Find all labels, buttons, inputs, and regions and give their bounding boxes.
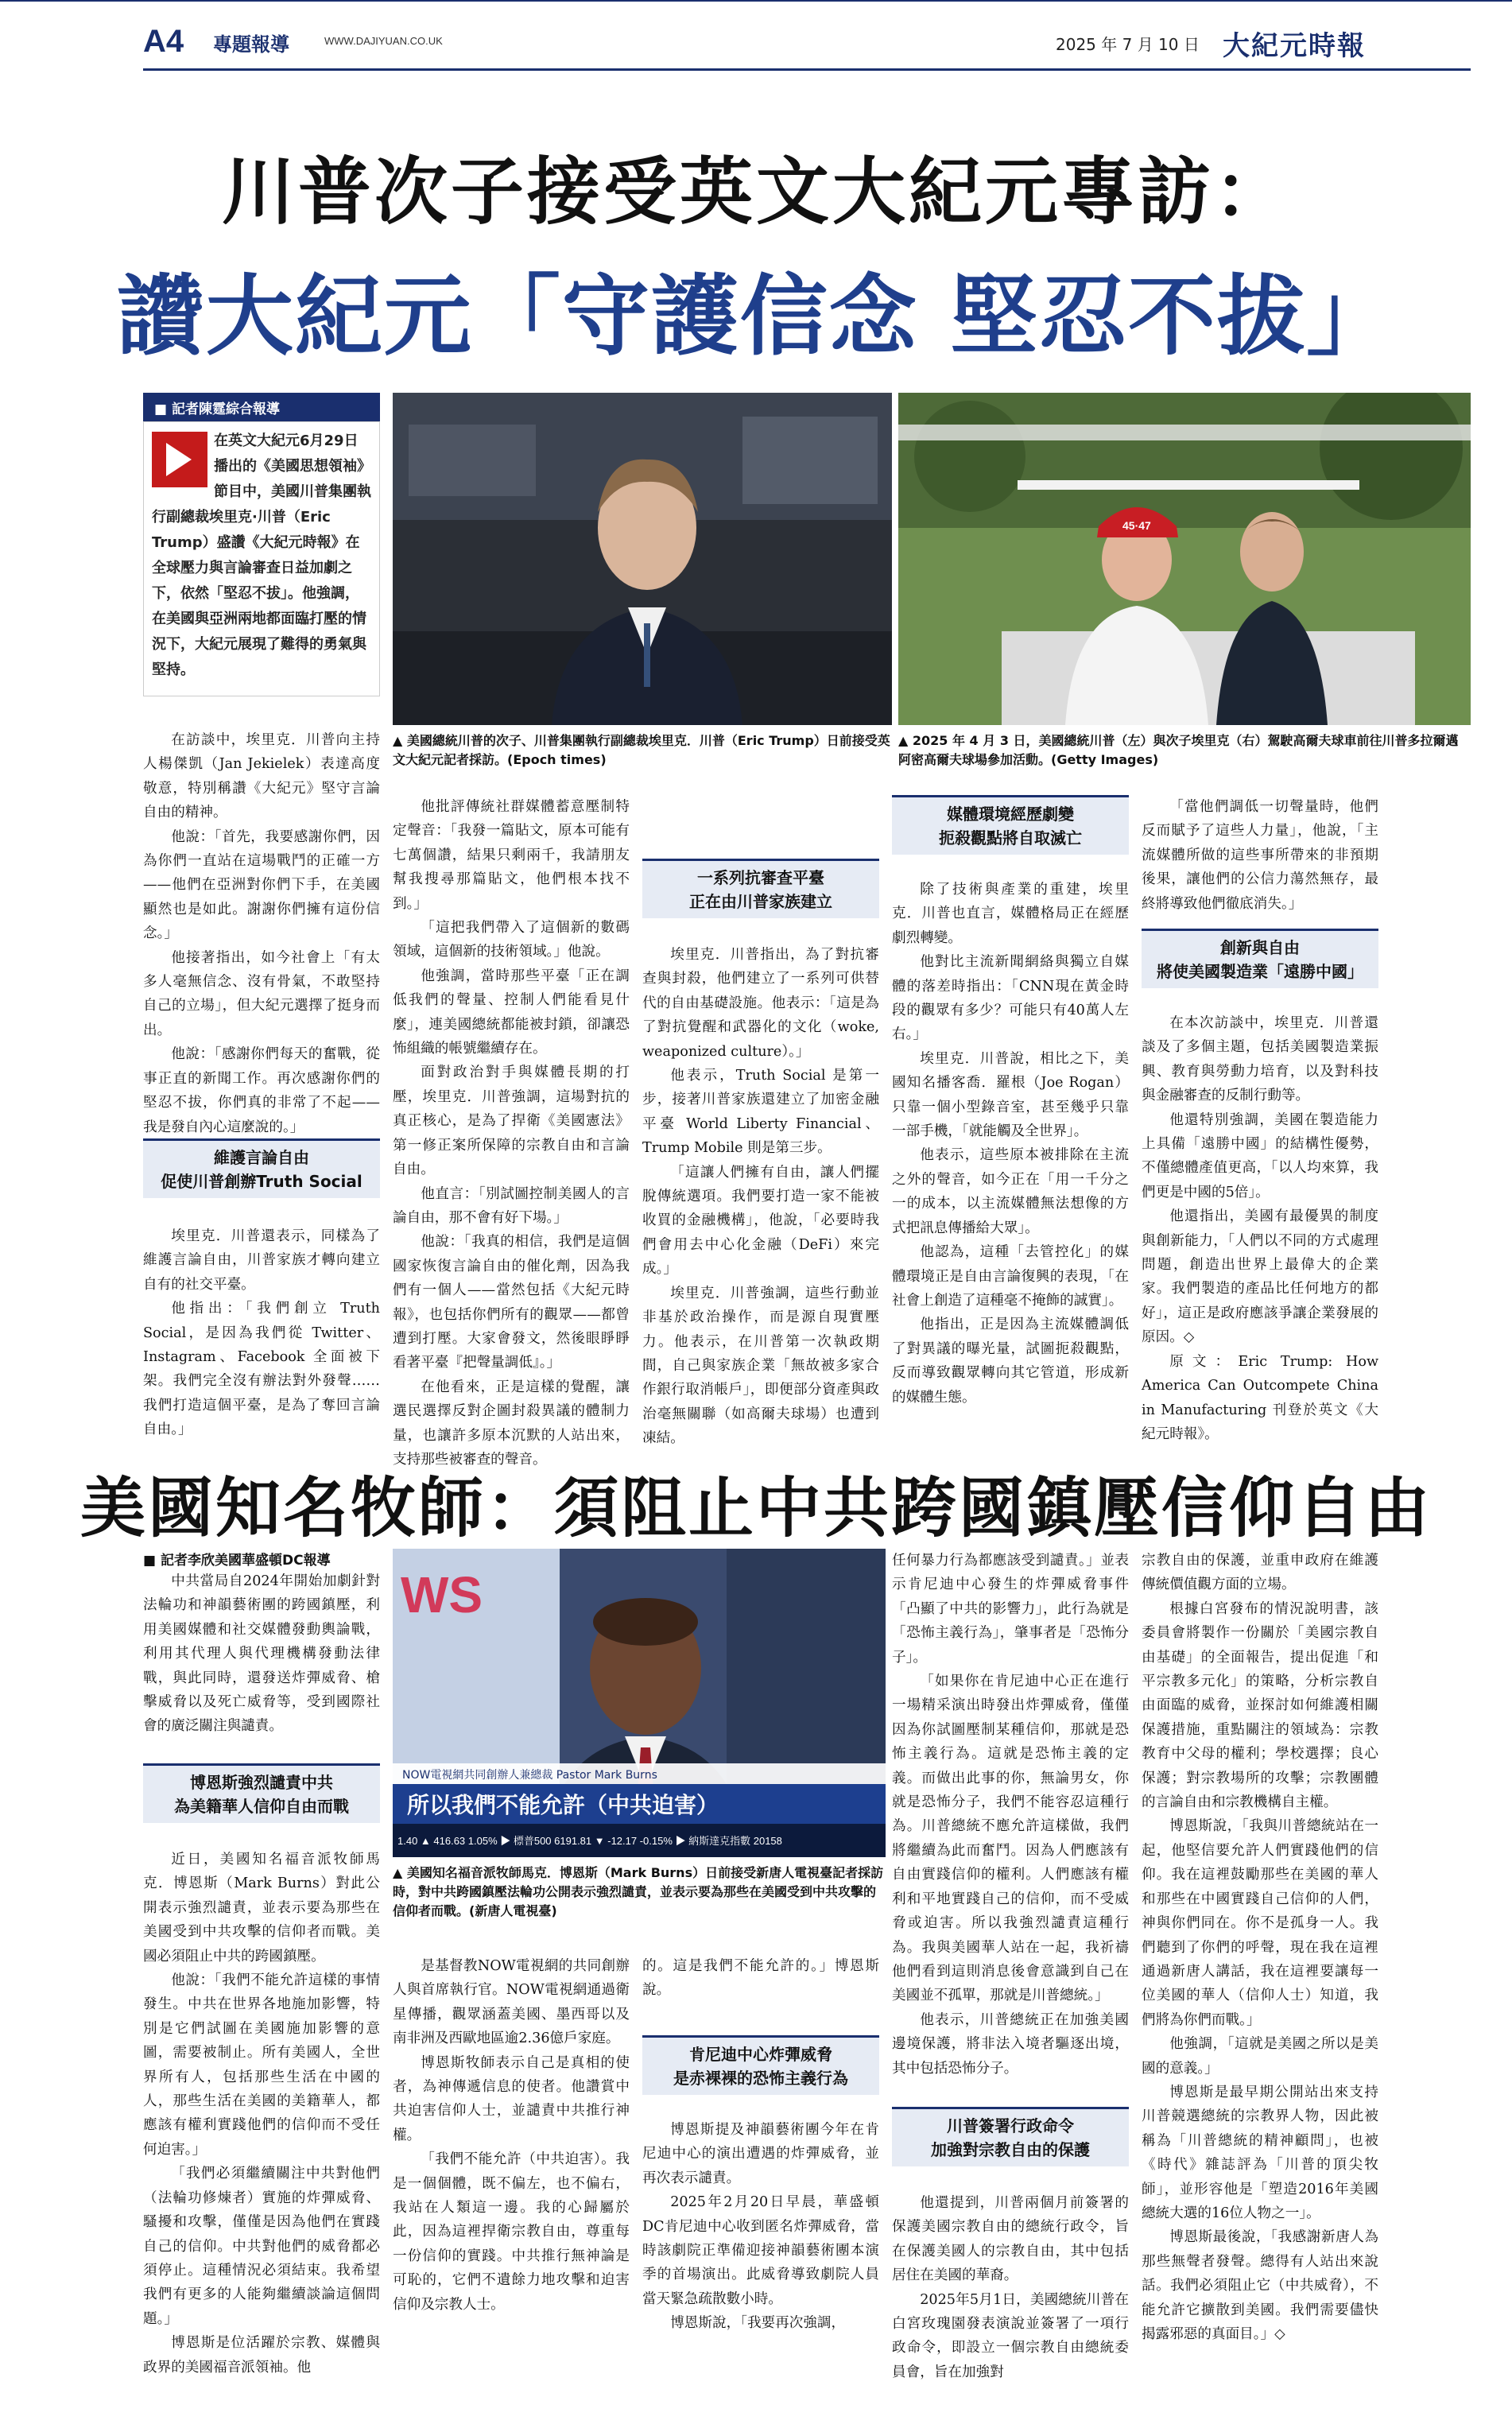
story2-column-3 [642, 1954, 879, 2003]
paragraph: 除了技術與產業的重建，埃里克．川普也直言，媒體格局正在經歷劇烈轉變。 [892, 882, 1129, 946]
paragraph: 他指出：「我們創立 Truth Social，是因為我們從 Twitter、Instagram、Facebook 全面被下架。我們完全沒有辦法對外發聲……我們打造這個平臺，是為了奪回言論自由。」 [143, 1301, 380, 1438]
paragraph: 他表示，Truth Social 是第一步，接著川普家族還建立了加密金融平臺 World Liberty Financial、Trump Mobile 則是第三步。 [642, 1068, 879, 1157]
subhead-line: 將使美國製造業「遠勝中國」 [1157, 962, 1363, 981]
story2-column-4b [892, 2191, 1129, 2384]
story2-column-2 [393, 1954, 630, 2317]
paragraph: 他還指出，美國有最優異的制度與創新能力，「人們以不同的方式處理問題，創造出世界上最偉大的企業家。我們製造的產品比任何地方的都好」，這正是政府應該爭讓企業發展的原因。◇ [1142, 1208, 1378, 1346]
story2-column-5 [1142, 1549, 1378, 2346]
paragraph: 根據白宮發布的情況說明書，該委員會將製作一份關於「美國宗教自由基礎」的全面報告，提出促進「和平宗教多元化」的策略，分析宗教自由面臨的威脅，並探討如何維護相關保護措施，重點關注的領域為：宗教教育中父母的權利；學校選擇；良心保護；對宗教場所的攻擊；宗教團體的言論自由和宗教機構自主權。 [1142, 1600, 1378, 1811]
paragraph: 他表示，川普總統正在加強美國邊境保護，將非法入境者驅逐出境，其中包括恐怖分子。 [892, 2011, 1129, 2077]
paragraph: 博恩斯說，「我與川普總統站在一起，他堅信要允許人們實踐他們的信仰。我在這裡鼓勵那些在美國的華人和那些在中國實踐自己信仰的人們，神與你們同在。你不是孤身一人。我們聽到了你們的呼聲，現在我在這裡通過新唐人講話，我在這裡要讓每一位美國的華人（信仰人士）知道，我們將為你們而戰。」 [1142, 1818, 1378, 2028]
page-date: 2025 年 7 月 10 日 [1056, 35, 1200, 54]
story1-column-4 [892, 878, 1129, 1410]
story2-column-4 [892, 1549, 1129, 2081]
lead-box [143, 421, 380, 696]
story1-column-1 [143, 728, 380, 1139]
paragraph: 他表示，這些原本被排除在主流之外的聲音，如今正在「用一千分之一的成本，以主流媒體無法想像的方式把訊息傳播給大眾」。 [892, 1147, 1129, 1236]
story1-column-5 [1142, 1011, 1378, 1446]
paragraph: 的。這是我們不能允許的。」博恩斯說。 [642, 1958, 879, 1999]
paragraph: 埃里克．川普強調，這些行動並非基於政治操作，而是源自現實壓力。他表示，在川普第一次執政期間，自己與家族企業「無故被多家合作銀行取消帳戶」，即便部分資產與政治毫無關聯（如高爾夫球場）也遭到凍結。 [642, 1285, 879, 1447]
story2-column-1b [143, 1848, 380, 2380]
paragraph: 2025年5月1日，美國總統川普在白宮玫瑰園發表演說並簽署了一項行政命令，即設立一個宗教自由總統委員會，旨在加強對 [892, 2291, 1129, 2380]
paragraph: 「我們必須繼續關注中共對他們（法輪功修煉者）實施的炸彈威脅、騷擾和攻擊，僅僅是因為他們在實踐自己的信仰。中共對他們的威脅都必須停止。這種情況必須結束。我希望我們有更多的人能夠繼續談論這個問題。」 [143, 2166, 380, 2327]
paragraph: 埃里克．川普說，相比之下，美國知名播客喬．羅根（Joe Rogan）只靠一個小型錄音室，甚至幾乎只靠一部手機，「就能觸及全世界」。 [892, 1050, 1129, 1140]
paragraph: 近日，美國知名福音派牧師馬克．博恩斯（Mark Burns）對此公開表示強烈譴責，並表示要為那些在美國受到中共攻擊的信仰者而戰。美國必須阻止中共的跨國鎮壓。 [143, 1852, 380, 1965]
headline-story1-line2: 讚大紀元「守護信念 堅忍不拔」 [116, 265, 1396, 367]
paragraph: 他認為，這種「去管控化」的媒體環境正是自由言論復興的表現，「在社會上創造了這種毫不掩飾的誠實」。 [892, 1244, 1129, 1309]
headline-story1-line1: 川普次子接受英文大紀元專訪： [221, 149, 1290, 235]
subhead-executive-order [892, 2107, 1129, 2166]
paragraph: 他對比主流新聞網絡與獨立自媒體的落差時指出：「CNN現在黃金時段的觀眾有多少？可能只有40萬人左右。」 [892, 954, 1129, 1043]
paragraph: 2025年2月20日早晨，華盛頓DC肯尼迪中心收到匿名炸彈威脅，當時該劇院正準備迎接神韻藝術團本演季的首場演出。此威脅導致劇院人員當天緊急疏散數小時。 [642, 2194, 879, 2307]
subhead-line: 促使川普創辦Truth Social [161, 1172, 362, 1191]
paragraph: 他接著指出，如今社會上「有太多人毫無信念、沒有骨氣，不敢堅持自己的立場」，但大紀元選擇了挺身而出。 [143, 949, 380, 1038]
paragraph: 在他看來，正是這樣的覺醒，讓選民選擇反對企圖封殺異議的體制力量，也讓許多原本沉默的人站出來，支持那些被審查的聲音。 [393, 1379, 630, 1468]
lower-third-name: NOW電視網共同創辦人兼總裁 Pastor Mark Burns [402, 1769, 657, 1782]
subhead-line: 為美籍華人信仰自由而戰 [174, 1797, 349, 1816]
subhead-anti-censorship [642, 859, 879, 918]
lower-third-quote: 所以我們不能允許（中共迫害） [407, 1792, 719, 1818]
paragraph: 他說：「我真的相信，我們是這個國家恢復言論自由的催化劑，因為我們有一個人——當然包括《大紀元時報》，也包括你們所有的觀眾——都曾遭到打壓。大家會發文，然後眼睜睜看著平臺『把聲量調低』。」 [393, 1234, 630, 1371]
paragraph: 博恩斯說，「我要再次強調， [670, 2315, 846, 2332]
paragraph: 任何暴力行為都應該受到譴責。」並表示肯尼迪中心發生的炸彈威脅事件「凸顯了中共的影響力」，此行為就是「恐怖主義行為」，肇事者是「恐怖分子」。 [892, 1553, 1129, 1666]
story1-column-3 [642, 943, 879, 1451]
video-bg-text: WS [401, 1566, 483, 1623]
paragraph: 埃里克．川普還表示，同樣為了維護言論自由，川普家族才轉向建立自有的社交平臺。 [143, 1228, 380, 1293]
story2-column-3b [642, 2118, 879, 2336]
ticker-text: 1.40 ▲ 416.63 1.05% ▶ 標普500 6191.81 ▼ -12.17 -0.15% ▶ 納斯達克指數 20158 [397, 1835, 782, 1847]
paragraph: 他說：「我們不能允許這樣的事情發生。中共在世界各地施加影響，特別是它們試圖在美國施加影響的意圖，需要被制止。所有美國人，全世界所有人，包括那些生活在中國的人，那些生活在美國的美籍華人，都應該有權利實踐他們的信仰而不受任何迫害。」 [143, 1972, 380, 2158]
story1-column-5a [1142, 795, 1378, 916]
paragraph: 面對政治對手與媒體長期的打壓，埃里克．川普強調，這場對抗的真正核心，是為了捍衛《美國憲法》第一修正案所保障的宗教自由和言論自由。 [393, 1065, 630, 1178]
paragraph: 他說：「感謝你們每天的奮戰，從事正直的新聞工作。再次感謝你們的堅忍不拔，你們真的非常了不起——我是發自內心這麼說的。」 [143, 1046, 380, 1135]
page-number: A4 [143, 24, 184, 59]
subhead-kennedy-center [642, 2035, 879, 2095]
paragraph: 他直言：「別試圖控制美國人的言論自由，那不會有好下場。」 [393, 1185, 630, 1226]
photo-eric-trump [393, 393, 892, 725]
paragraph: 他批評傳統社群媒體蓄意壓制特定聲音：「我發一篇貼文，原本可能有七萬個讚，結果只剩兩千，我請朋友幫我搜尋那篇貼文，他們根本找不到。」 [393, 799, 630, 912]
site-url[interactable]: WWW.DAJIYUAN.CO.UK [324, 35, 443, 47]
paragraph: 博恩斯是最早期公開站出來支持川普競選總統的宗教界人物，因此被稱為「川普總統的精神顧問」，也被《時代》雜誌評為「川普的頂尖牧師」，並形容他是「塑造2016年美國總統大選的16位人物之一」。 [1142, 2084, 1378, 2221]
paragraph: 「當他們調低一切聲量時，他們反而賦予了這些人力量」，他說，「主流媒體所做的這些事所帶來的非預期後果，讓他們的公信力蕩然無存，最終將導致他們徹底消失。」 [1142, 799, 1378, 912]
paragraph: 「這把我們帶入了這個新的數碼領域，這個新的技術領域。」他說。 [393, 920, 630, 960]
subhead-line: 媒體環境經歷劇變 [947, 805, 1074, 824]
masthead-logo: 大紀元時報 [1223, 30, 1366, 62]
paragraph: 宗教自由的保護，並重申政府在維護傳統價值觀方面的立場。 [1142, 1553, 1378, 1593]
story2-column-1 [143, 1569, 380, 1739]
header-rule [143, 68, 1471, 71]
paragraph: 他強調，「這就是美國之所以是美國的意義。」 [1142, 2036, 1378, 2077]
caption-photo3: ▲ 美國知名福音派牧師馬克．博恩斯（Mark Burns）日前接受新唐人電視臺記者採訪時，對中共跨國鎮壓法輪功公開表示強烈譴責，並表示要為那些在美國受到中共攻擊的信仰者而戰。(新唐人電視臺) [393, 1865, 884, 1918]
subhead-line: 是赤裸裸的恐怖主義行為 [673, 2069, 848, 2088]
red-arrow-icon [152, 432, 207, 487]
paragraph: 埃里克．川普指出，為了對抗審查與封殺，他們建立了一系列可供替代的自由基礎設施。他表示：「這是為了對抗覺醒和武器化的文化（woke, weaponized culture）。」 [642, 947, 879, 1060]
paragraph: 博恩斯牧師表示自己是真相的使者，為神傳遞信息的使者。他讚賞中共迫害信仰人士，並譴責中共推行神權。 [393, 2054, 630, 2143]
caption-photo1: ▲ 美國總統川普的次子、川普集團執行副總裁埃里克．川普（Eric Trump）日前接受英文大紀元記者採訪。(Epoch times) [393, 733, 890, 767]
paragraph: 在本次訪談中，埃里克．川普還談及了多個主題，包括美國製造業振興、教育與勞動力培育，以及對科技與金融審查的反制行動等。 [1142, 1015, 1378, 1104]
paragraph: 他說：「首先，我要感謝你們，因為你們一直站在這場戰鬥的正確一方——他們在亞洲對你們下手，在美國顯然也是如此。謝謝你們擁有這份信念。」 [143, 828, 380, 942]
paragraph: 原文：Eric Trump: How America Can Outcompete China in Manufacturing 刊登於英文《大紀元時報》。 [1142, 1353, 1378, 1442]
paragraph: 在訪談中，埃里克．川普向主持人楊傑凱（Jan Jekielek）表達高度敬意，特別稱讚《大紀元》堅守言論自由的精神。 [143, 732, 380, 821]
subhead-line: 肯尼迪中心炸彈威脅 [689, 2045, 832, 2064]
section-name: 專題報導 [213, 33, 289, 56]
story1-column-2 [393, 795, 630, 1472]
paragraph: 中共當局自2024年開始加劇針對法輪功和神韻藝術團的跨國鎮壓，利用美國媒體和社交媒體發動輿論戰，利用其代理人與代理機構發動法律戰，與此同時，還發送炸彈威脅、槍擊威脅以及死亡威脅等，受到國際社會的廣泛關注與譴責。 [143, 1573, 380, 1735]
paragraph: 「這讓人們擁有自由，讓人們擺脫傳統選項。我們要打造一家不能被收買的金融機構」，他說，「必要時我們會用去中心化金融（DeFi）來完成。」 [642, 1164, 879, 1278]
subhead-line: 一系列抗審查平臺 [697, 868, 824, 887]
subhead-line: 加強對宗教自由的保護 [931, 2140, 1090, 2159]
subhead-innovation [1142, 929, 1378, 988]
paragraph: 博恩斯提及神韻藝術團今年在肯尼迪中心的演出遭遇的炸彈威脅，並再次表示譴責。 [642, 2122, 879, 2186]
byline-story2: ■ 記者李欣美國華盛頓DC報導 [143, 1553, 331, 1569]
story-divider [0, 0, 1512, 2]
subhead-line: 博恩斯強烈譴責中共 [190, 1773, 333, 1792]
caption-photo2: ▲ 2025 年 4 月 3 日，美國總統川普（左）與次子埃里克（右）駕駛高爾夫球車前往川普多拉爾邁阿密高爾夫球場參加活動。(Getty Images) [898, 733, 1459, 767]
paragraph: 博恩斯是位活躍於宗教、媒體與政界的美國福音派領袖。他 [143, 2335, 380, 2376]
paragraph: 「如果你在肯尼迪中心正在進行一場精采演出時發出炸彈威脅，僅僅因為你試圖壓制某種信仰，那就是恐怖主義行為。這就是恐怖主義的定義。而做出此事的你，無論男女，你就是恐怖分子，我們不能容忍這種行為。川普總統不應允許這樣做，我們將繼續為此而奮鬥。因為人們應該有自由實踐信仰的權利。人們應該有權利和平地實踐自己的信仰，而不受威脅或迫害。所以我強烈譴責這種行為。我與美國華人站在一起，我祈禱他們看到這則消息後會意識到自己在美國並不孤單，那就是川普總統。」 [892, 1674, 1129, 2004]
paragraph: 是基督教NOW電視網的共同創辦人與首席執行官。NOW電視網通過衛星傳播，觀眾涵蓋美國、墨西哥以及南非洲及西歐地區逾2.36億戶家庭。 [393, 1958, 630, 2047]
subhead-line: 正在由川普家族建立 [689, 892, 832, 911]
subhead-line: 創新與自由 [1220, 938, 1300, 957]
story1-column-1b [143, 1224, 380, 1442]
lead-text: 在英文大紀元6月29日播出的《美國思想領袖》節目中，美國川普集團執行副總裁埃里克·川普（Eric Trump）盛讚《大紀元時報》在全球壓力與言論審查日益加劇之下，依然「堅忍不拔」。他強調，在美國與亞洲兩地都面臨打壓的情況下，大紀元展現了難得的勇氣與堅持。 [152, 432, 371, 678]
subhead-line: 川普簽署行政命令 [947, 2116, 1074, 2135]
paragraph: 他還提到，川普兩個月前簽署的保護美國宗教自由的總統行政令，旨在保護美國人的宗教自由，其中包括居住在美國的華裔。 [892, 2195, 1129, 2284]
byline-story1: ■ 記者陳霆綜合報導 [143, 393, 380, 422]
subhead-line: 扼殺觀點將自取滅亡 [939, 828, 1082, 847]
paragraph: 他強調，當時那些平臺「正在調低我們的聲量、控制人們能看見什麼」，連美國總統都能被封鎖，卻讓恐怖組織的帳號繼續存在。 [393, 968, 630, 1057]
paragraph: 「我們不能允許（中共迫害）。我是一個個體，既不偏左，也不偏右，我站在人類這一邊。我的心歸屬於此，因為這裡捍衛宗教自由，尊重每一份信仰的實踐。中共推行無神論是可恥的，它們不遺餘力地攻擊和迫害信仰及宗教人士。 [393, 2151, 630, 2313]
paragraph: 博恩斯最後說，「我感謝新唐人為那些無聲者發聲。總得有人站出來說話。我們必須阻止它（中共威脅），不能允許它擴散到美國。我們需要儘快揭露邪惡的真面目。」◇ [1142, 2229, 1378, 2342]
subhead-line: 維護言論自由 [214, 1148, 309, 1167]
paragraph: 他指出，正是因為主流媒體調低了對異議的曝光量，試圖扼殺觀點，反而導致觀眾轉向其它管道，形成新的媒體生態。 [892, 1317, 1129, 1406]
subhead-free-speech [143, 1138, 380, 1198]
headline-story2: 美國知名牧師：須阻止中共跨國鎮壓信仰自由 [79, 1471, 1432, 1546]
hat-text: 45·47 [1122, 519, 1151, 532]
subhead-media-change [892, 795, 1129, 855]
subhead-burns-condemns [143, 1763, 380, 1823]
photo-golf-cart [898, 393, 1471, 725]
photo-mark-burns-video [393, 1549, 886, 1857]
paragraph: 他還特別強調，美國在製造能力上具備「遠勝中國」的結構性優勢，不僅總體產值更高，「以人均來算，我們更是中國的5倍」。 [1142, 1111, 1378, 1200]
